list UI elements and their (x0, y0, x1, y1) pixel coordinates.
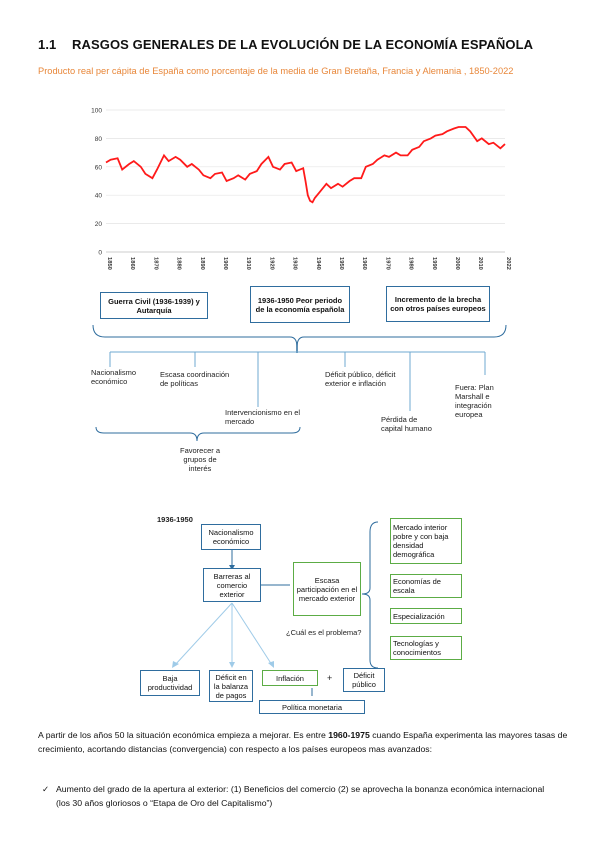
x-tick-label: 1850 (106, 257, 112, 270)
x-tick-label: 1860 (129, 257, 136, 270)
box-escasa-participacion: Escasa participación en el mercado exterior (293, 562, 361, 616)
x-tick-label: 1890 (198, 257, 205, 270)
x-tick-label: 2010 (477, 257, 484, 270)
x-tick-label: 1940 (314, 257, 321, 270)
item-fuera-plan-marshall: Fuera: Plan Marshall e integración europea (455, 383, 494, 419)
x-tick-label: 1930 (291, 257, 298, 270)
x-tick-label: 1960 (361, 257, 368, 270)
item-escasa-coordinacion: Escasa coordinación de políticas (160, 370, 230, 388)
box-guerra-civil: Guerra Civil (1936-1939) y Autarquía (100, 292, 208, 319)
box-deficit-publico: Déficit público (343, 668, 385, 692)
x-tick-label: 2000 (453, 257, 460, 270)
box-politica-monetaria: Política monetaria (259, 700, 365, 714)
item-favorecer: Favorecer a grupos de interés (179, 446, 221, 473)
section-title: RASGOS GENERALES DE LA EVOLUCIÓN DE LA ECONOMÍA ESPAÑOLA (72, 37, 534, 52)
section-number: 1.1 (38, 37, 57, 52)
diagram2-period: 1936-1950 (157, 515, 193, 524)
x-tick-label: 1900 (221, 257, 228, 270)
bullet-item (42, 782, 556, 810)
x-tick-label: 1910 (245, 257, 252, 270)
y-tick-label: 0 (98, 249, 102, 257)
y-tick-label: 100 (91, 107, 102, 115)
item-perdida-capital: Pérdida de capital humano (381, 415, 432, 433)
paragraph-part-1: A partir de los años 50 la situación económica empieza a mejorar. Es entre (38, 730, 329, 740)
box-baja-productividad: Baja productividad (140, 670, 200, 696)
y-tick-label: 20 (94, 221, 102, 229)
y-tick-label: 40 (94, 192, 102, 200)
x-tick-label: 1950 (337, 257, 344, 270)
box-barreras: Barreras al comercio exterior (203, 568, 261, 602)
paragraph-part-2: cuando España experimenta las mayores tasas de crecimiento, acortando distancias (convergencia) con respecto a los países europeos mas avanzados: (38, 730, 568, 754)
line-chart (80, 100, 520, 270)
x-tick-label: 1880 (175, 257, 182, 270)
body-paragraph (38, 728, 568, 756)
box-peor-periodo: 1936-1950 Peor periodo de la economía española (250, 286, 350, 323)
item-nacionalismo: Nacionalismo económico (91, 368, 137, 386)
paragraph-bold-period: 1960-1975 (328, 730, 370, 740)
x-tick-label: 1990 (430, 257, 437, 270)
box-inflacion: Inflación (262, 670, 318, 686)
section-heading (38, 37, 533, 52)
y-tick-label: 80 (94, 135, 102, 143)
x-tick-label: 2022 (505, 257, 511, 270)
bullet-text: Aumento del grado de la apertura al exterior: (1) Beneficios del comercio (2) se aprovecha la bonanza económica internacional (los 30 años gloriosos o “Etapa de Oro del Capitalismo”) (56, 784, 545, 808)
x-tick-label: 1920 (268, 257, 275, 270)
x-tick-label: 1970 (384, 257, 391, 270)
box-nacionalismo: Nacionalismo económico (201, 524, 261, 550)
box-especializacion: Especialización (390, 608, 462, 624)
box-deficit-balanza: Déficit en la balanza de pagos (209, 670, 253, 702)
x-tick-label: 1870 (152, 257, 159, 270)
box-economias-escala: Economías de escala (390, 574, 462, 598)
box-mercado-interior: Mercado interior pobre y con baja densidad demográfica (390, 518, 462, 564)
box-tecnologias: Tecnologías y conocimientos (390, 636, 462, 660)
x-tick-label: 1980 (407, 257, 414, 270)
label-problema: ¿Cuál es el problema? (286, 628, 362, 637)
chart-caption: Producto real per cápita de España como porcentaje de la media de Gran Bretaña, Francia y Alemania , 1850-2022 (38, 66, 514, 76)
checkmark-icon: ✓ (42, 784, 50, 794)
y-tick-label: 60 (94, 164, 102, 172)
box-brecha: Incremento de la brecha con otros países europeos (386, 286, 490, 322)
chart-y-ticks (91, 108, 102, 257)
plus-sign: + (327, 673, 333, 683)
chart-x-ticks (106, 257, 511, 270)
item-intervencionismo: Intervencionismo en el mercado (225, 408, 301, 426)
item-deficit: Déficit público, déficit exterior e inflación (325, 370, 396, 388)
